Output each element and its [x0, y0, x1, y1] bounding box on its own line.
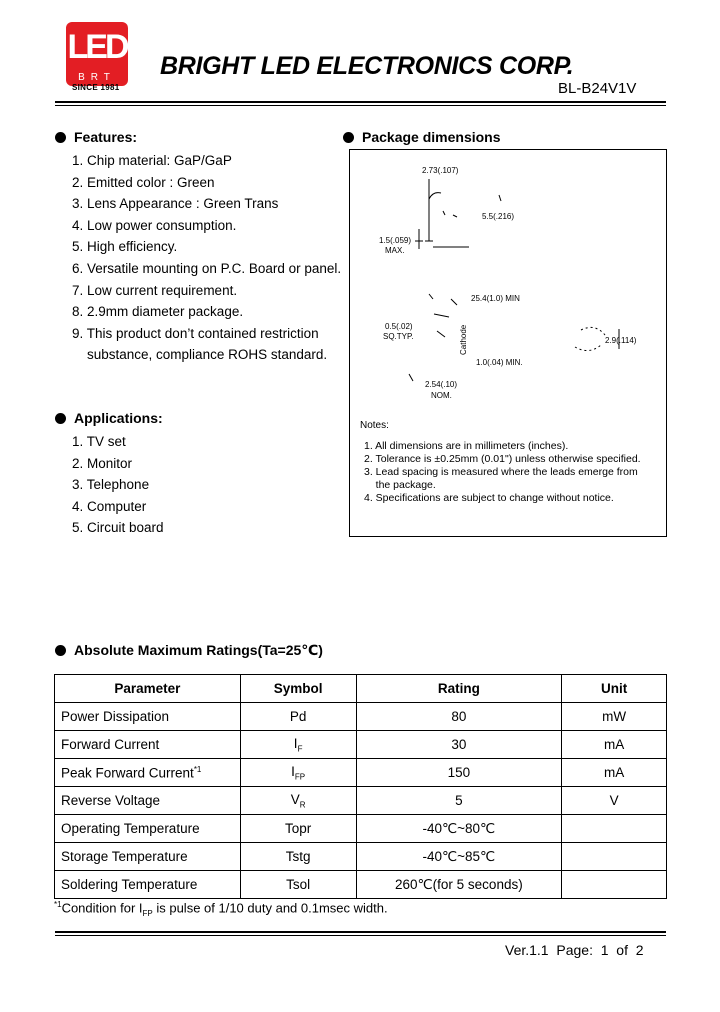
footer-divider — [55, 931, 666, 933]
footer-divider-thin — [55, 935, 666, 936]
svg-text:BRT: BRT — [78, 72, 116, 83]
bullet-icon — [55, 645, 66, 656]
unit-cell — [562, 871, 667, 899]
param-cell: Soldering Temperature — [55, 871, 241, 899]
list-item: substance, compliance ROHS standard. — [72, 347, 328, 363]
dim-label: 25.4(1.0) MIN — [471, 294, 520, 303]
param-cell: Reverse Voltage — [55, 787, 241, 815]
since-label: SINCE 1981 — [72, 83, 120, 92]
company-logo — [66, 22, 128, 86]
dim-label: 5.5(.216) — [482, 212, 515, 221]
dim-label: NOM. — [431, 391, 452, 400]
applications-list — [72, 431, 164, 539]
note-item: 4. Specifications are subject to change without notice. — [364, 492, 614, 504]
part-number: BL-B24V1V — [558, 80, 637, 97]
symbol-cell: $V_R$ — [240, 787, 356, 815]
symbol-cell: Tstg — [240, 843, 356, 871]
dim-label: 2.9(.114) — [605, 336, 637, 345]
notes-list — [364, 440, 664, 505]
unit-cell: mA — [562, 759, 667, 787]
rating-cell: 5 — [356, 787, 562, 815]
table-row — [55, 815, 667, 843]
rating-cell: 150 — [356, 759, 562, 787]
bullet-icon — [343, 132, 354, 143]
table-row — [55, 731, 667, 759]
param-cell: Peak Forward Current$^{*1}$ — [55, 759, 241, 787]
ratings-table — [54, 674, 667, 899]
param-cell: Power Dissipation — [55, 703, 241, 731]
notes-title: Notes: — [360, 420, 389, 431]
column-header: Rating — [356, 675, 562, 703]
list-item: 5. Circuit board — [72, 520, 164, 536]
column-header: Parameter — [55, 675, 241, 703]
table-row — [55, 871, 667, 899]
header-divider — [55, 101, 666, 103]
list-item: 6. Versatile mounting on P.C. Board or panel. — [72, 260, 342, 276]
dim-label: 2.54(.10) — [425, 380, 458, 389]
list-item: 3. Telephone — [72, 477, 150, 493]
unit-cell — [562, 843, 667, 871]
column-header: Symbol — [240, 675, 356, 703]
list-item: 1. Chip material: GaP/GaP — [72, 153, 232, 168]
note-item: 3. Lead spacing is measured where the leads emerge from — [364, 466, 638, 478]
features-list — [72, 150, 341, 366]
list-item: 4. Low power consumption. — [72, 217, 237, 233]
dim-label: Cathode — [459, 324, 468, 355]
note-item: 2. Tolerance is ±0.25mm (0.01") unless otherwise specified. — [364, 453, 641, 465]
dim-label: 1.5(.059) — [379, 236, 412, 245]
rating-cell: 80 — [356, 703, 562, 731]
page-number: Ver.1.1 Page: 1 of 2 — [505, 942, 644, 958]
unit-cell — [562, 815, 667, 843]
rating-cell: -40℃~85℃ — [356, 843, 562, 871]
dim-label: 0.5(.02) — [385, 322, 413, 331]
company-name: BRIGHT LED ELECTRONICS CORP. — [160, 52, 574, 80]
table-row — [55, 843, 667, 871]
dim-label: 2.73(.107) — [422, 166, 459, 175]
dim-label: MAX. — [385, 246, 405, 255]
note-item: the package. — [364, 479, 436, 491]
symbol-cell: Tsol — [240, 871, 356, 899]
dim-label: SQ.TYP. — [383, 332, 414, 341]
unit-cell: mW — [562, 703, 667, 731]
symbol-cell: Pd — [240, 703, 356, 731]
header-divider-thin — [55, 105, 666, 106]
footnote: $^{*1}$Condition for $I_{FP}$ is pulse of 1/10 duty and 0.1msec width. — [54, 900, 388, 918]
package-heading: Package dimensions — [343, 129, 501, 145]
list-item: 3. Lens Appearance : Green Trans — [72, 196, 279, 212]
list-item: 2. Monitor — [72, 455, 133, 471]
symbol-cell: $I_{FP}$ — [240, 759, 356, 787]
rating-cell: 260℃(for 5 seconds) — [356, 871, 562, 899]
list-item: 8. 2.9mm diameter package. — [72, 304, 244, 320]
list-item: 5. High efficiency. — [72, 239, 178, 255]
param-cell: Operating Temperature — [55, 815, 241, 843]
rating-cell: -40℃~80℃ — [356, 815, 562, 843]
rating-cell: 30 — [356, 731, 562, 759]
bullet-icon — [55, 413, 66, 424]
applications-heading: Applications: — [55, 410, 163, 426]
features-heading: Features: — [55, 129, 137, 145]
package-drawing — [349, 149, 667, 414]
symbol-cell: Topr — [240, 815, 356, 843]
dim-label: 1.0(.04) MIN. — [476, 358, 523, 367]
list-item: 9. This product don’t contained restriction — [72, 325, 319, 341]
param-cell: Forward Current — [55, 731, 241, 759]
list-item: 7. Low current requirement. — [72, 282, 238, 298]
symbol-cell: $I_F$ — [240, 731, 356, 759]
svg-text:LED: LED — [67, 28, 127, 66]
column-header: Unit — [562, 675, 667, 703]
table-row — [55, 759, 667, 787]
list-item: 4. Computer — [72, 498, 147, 514]
bullet-icon — [55, 132, 66, 143]
note-item: 1. All dimensions are in millimeters (inches). — [364, 440, 569, 452]
param-cell: Storage Temperature — [55, 843, 241, 871]
unit-cell: mA — [562, 731, 667, 759]
table-row — [55, 787, 667, 815]
ratings-heading: Absolute Maximum Ratings(Ta=25℃) — [55, 642, 323, 659]
list-item: 1. TV set — [72, 434, 126, 449]
table-row — [55, 703, 667, 731]
table-header-row — [55, 675, 667, 703]
unit-cell: V — [562, 787, 667, 815]
list-item: 2. Emitted color : Green — [72, 174, 215, 190]
